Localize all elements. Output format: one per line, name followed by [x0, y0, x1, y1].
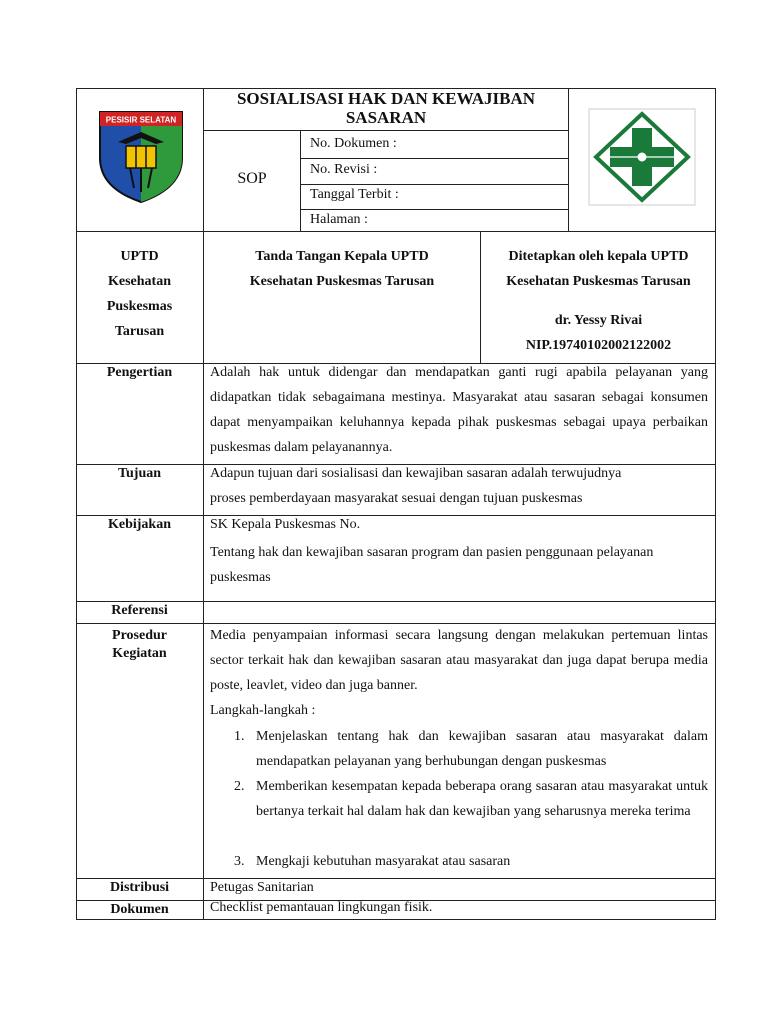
org-uptd: UPTD	[120, 249, 159, 264]
revision-field: No. Revisi :	[310, 162, 378, 177]
kebijakan-line1: SK Kepala Puskesmas No.	[210, 517, 361, 532]
kebijakan-line2: Tentang hak dan kewajiban sasaran program dan pasien penggunaan pelayanan puskesmas	[210, 545, 654, 585]
kebijakan-label: Kebijakan	[107, 517, 171, 532]
puskesmas-logo	[588, 108, 696, 206]
dokumen-label: Dokumen	[110, 902, 169, 917]
prosedur-label-line2: Kegiatan	[112, 646, 167, 661]
org-puskesmas: Puskesmas	[106, 299, 173, 314]
pengertian-label: Pengertian	[106, 365, 173, 380]
sop-label: SOP	[237, 170, 267, 187]
doc-number-field: No. Dokumen :	[310, 136, 397, 151]
step-text: Memberikan kesempatan kepada beberapa orang sasaran atau masyarakat untuk bertanya terkait hal dalam hak dan kewajiban yang seharusnya mereka terima	[256, 779, 708, 819]
doctor-nip: NIP.19740102002122002	[525, 338, 672, 353]
prosedur-label-line1: Prosedur	[112, 628, 167, 643]
publish-date-field: Tanggal Terbit :	[310, 187, 399, 202]
step-number: 1.	[234, 729, 245, 744]
distribusi-label: Distribusi	[109, 880, 170, 895]
referensi-label: Referensi	[111, 603, 168, 618]
doctor-name: dr. Yessy Rivai	[554, 313, 643, 328]
step-text: Mengkaji kebutuhan masyarakat atau sasaran	[256, 854, 511, 869]
prosedur-intro: Media penyampaian informasi secara langsung dengan melakukan pertemuan lintas sector terkait hak dan kewajiban sasaran atau masyarakat dan juga dapat berupa media poste, leavlet, video dan juga banner.	[210, 628, 708, 693]
pengertian-text: Adalah hak untuk didengar dan mendapatkan ganti rugi apabila pelayanan yang didapatkan tidak sebagaimana mestinya. Masyarakat atau sasaran sebagai konsumen dapat menyampaikan keluhannya kepada pihak puskesmas sebagai upaya perbaikan puskesmas dalam pelayanannya.	[210, 365, 708, 455]
step-number: 2.	[234, 779, 245, 794]
page-title-line1: SOSIALISASI HAK DAN KEWAJIBAN	[236, 89, 536, 108]
distribusi-text: Petugas Sanitarian	[210, 880, 314, 895]
step-text: Menjelaskan tentang hak dan kewajiban sasaran atau masyarakat dalam mendapatkan pelayanan yang berhubungan dengan puskesmas	[256, 729, 708, 769]
list-item	[234, 849, 708, 874]
tujuan-label: Tujuan	[117, 466, 162, 481]
org-tarusan: Tarusan	[114, 324, 165, 339]
langkah-label: Langkah-langkah :	[210, 703, 316, 718]
signature-label-line2: Kesehatan Puskesmas Tarusan	[249, 274, 435, 289]
dokumen-text: Checklist pemantauan lingkungan fisik.	[210, 900, 433, 915]
pesisir-selatan-logo	[96, 108, 186, 204]
list-item	[234, 774, 708, 824]
established-line2: Kesehatan Puskesmas Tarusan	[506, 274, 691, 289]
tujuan-line2: proses pemberdayaan masyarakat sesuai dengan tujuan puskesmas	[210, 491, 583, 506]
logo-label: PESISIR SELATAN	[105, 115, 177, 125]
established-line1: Ditetapkan oleh kepala UPTD	[508, 249, 689, 264]
org-kesehatan: Kesehatan	[108, 274, 171, 289]
list-item	[234, 724, 708, 774]
tujuan-line1: Adapun tujuan dari sosialisasi dan kewajiban sasaran adalah terwujudnya	[210, 466, 622, 481]
step-number: 3.	[234, 854, 245, 869]
signature-label-line1: Tanda Tangan Kepala UPTD	[255, 249, 429, 264]
page-field: Halaman :	[310, 212, 368, 227]
page-title-line2: SASARAN	[345, 108, 427, 127]
